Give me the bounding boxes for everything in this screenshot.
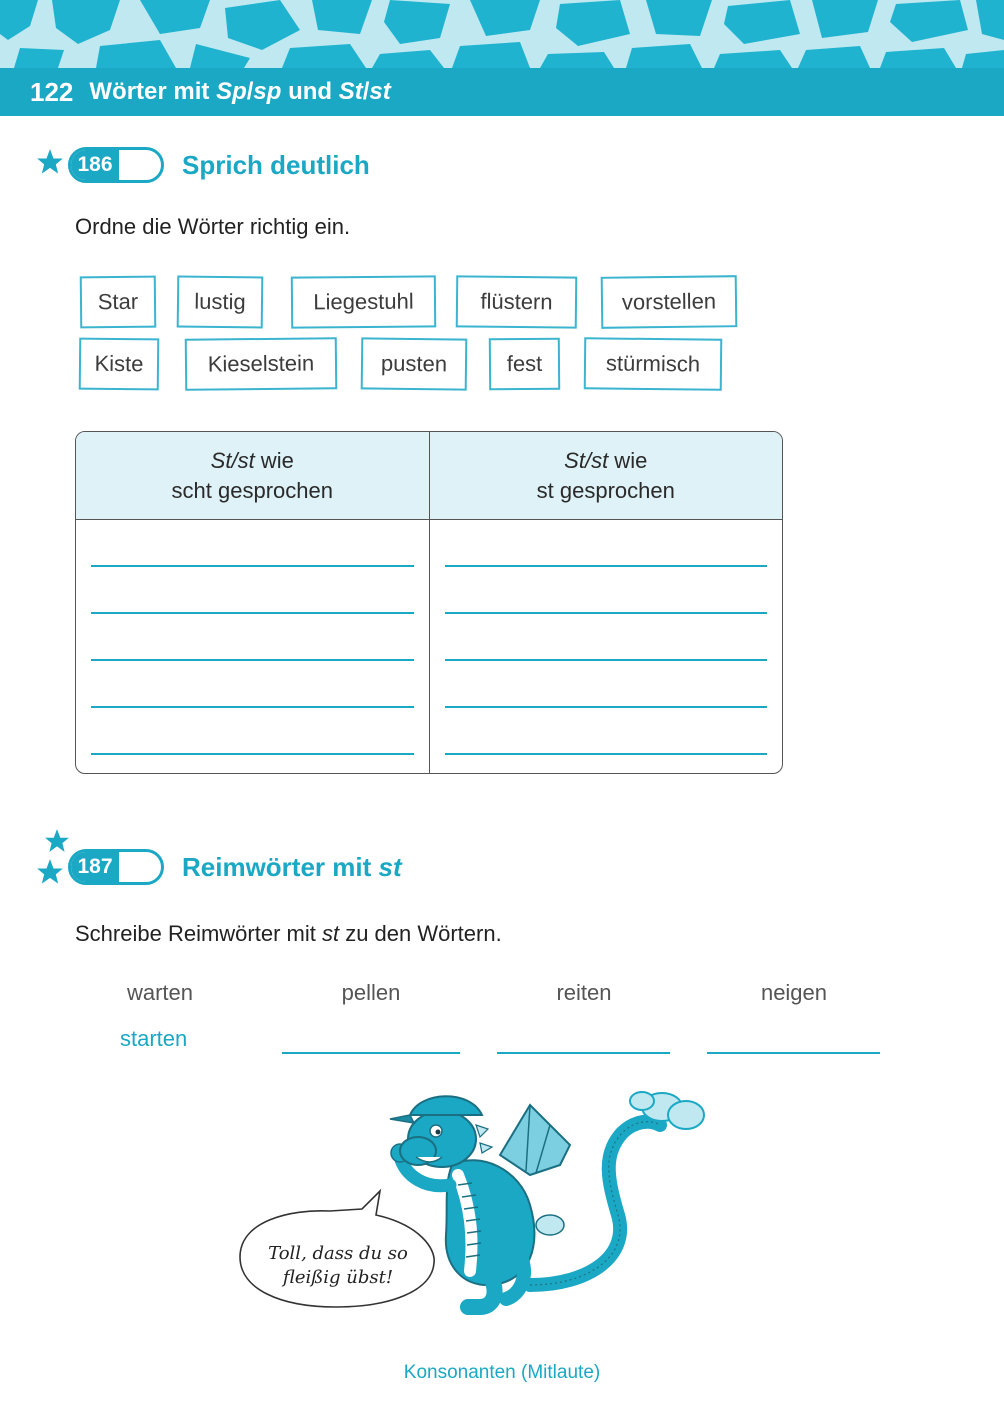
task-instruction: Ordne die Wörter richtig ein. [75,214,351,239]
word-card: pusten [361,337,468,390]
page-number: 122 [30,76,74,107]
writing-line[interactable] [91,659,414,661]
task-number: 186 [71,150,119,180]
chapter-header [0,68,1004,116]
word-card: Star [80,276,157,329]
writing-line[interactable] [91,753,414,755]
writing-line[interactable] [445,565,768,567]
answer-column-scht [76,520,429,773]
writing-line[interactable] [445,753,768,755]
task-number-badge [68,147,164,183]
writing-line[interactable] [445,659,768,661]
writing-line[interactable] [445,706,768,708]
word-card: vorstellen [601,275,738,329]
rhyme-source-word: pellen [341,980,401,1005]
rhyme-answer-line[interactable] [497,1052,670,1054]
header-pattern [0,0,1004,68]
task-title: Reimwörter mit st [182,851,402,882]
chapter-title: Wörter mit Sp/sp und St/st [89,78,391,105]
speech-bubble-text: Toll, dass du so fleißig übst! [268,1243,408,1288]
answer-column-st [429,520,783,773]
rhyme-source-word: reiten [556,980,612,1005]
writing-line[interactable] [91,706,414,708]
task-instruction: Schreibe Reimwörter mit st zu den Wörtern. [75,921,502,946]
table-header-st: St/st wie st gesprochen [429,432,783,519]
rhyme-source-word: neigen [760,980,828,1005]
word-card: lustig [177,275,264,328]
word-card: fest [489,338,560,391]
writing-line[interactable] [445,612,768,614]
word-card: flüstern [456,275,578,328]
table-header-scht: St/st wie scht gesprochen [171,447,333,503]
difficulty-stars [36,826,68,888]
task-title: Sprich deutlich [182,149,370,180]
word-card: Kiste [79,338,160,391]
word-card: Liegestuhl [291,275,436,328]
rhyme-example-answer: starten [120,1026,188,1051]
page-footer: Konsonanten (Mitlaute) [403,1362,601,1383]
star-icon [36,148,64,176]
star-icon [36,858,64,886]
sorting-table [75,431,783,774]
task-187-heading [36,826,402,888]
task-number-badge [68,849,164,885]
task-number: 187 [71,852,119,882]
star-icon [44,828,70,854]
rhyme-answer-line[interactable] [282,1052,460,1054]
writing-line[interactable] [91,565,414,567]
word-card: Kieselstein [185,337,338,391]
writing-line[interactable] [91,612,414,614]
task-186-heading [36,140,370,190]
difficulty-stars [36,140,68,190]
rhyme-source-word: warten [126,980,194,1005]
word-card: stürmisch [584,337,723,390]
rhyme-answer-line[interactable] [707,1052,880,1054]
